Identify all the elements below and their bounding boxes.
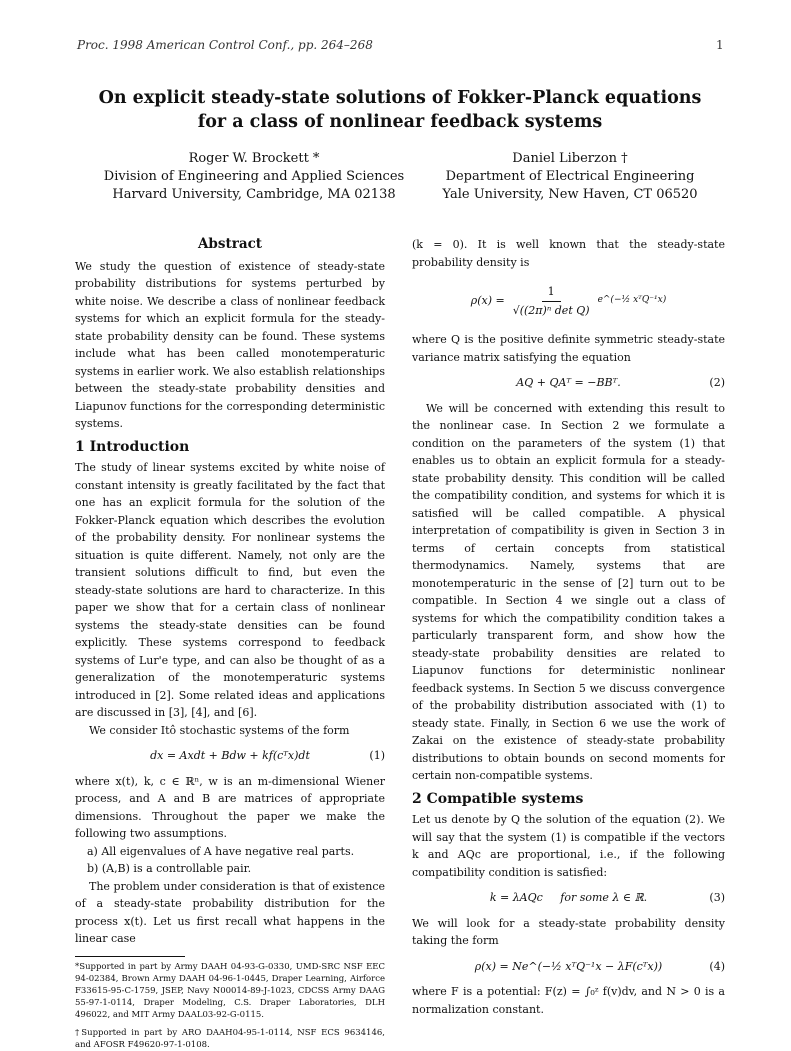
abstract-text: We study the question of existence of steady-state probability distributions for systems perturbed by white noise. We describe a class of nonlinear feedback systems for which an explicit formula for the steady-state probability density can be found. These systems include what has been called monotemperaturic systems in earlier work. We also establish relationships between the steady-state probability densities and Liapunov functions for the corresponding deterministic systems. bbox=[75, 259, 385, 430]
intro-paragraph-4: The problem under consideration is that of existence of a steady-state probability distribution for the process x(t). Let us first recall what happens in the linear case bbox=[75, 879, 385, 945]
equation-1 bbox=[75, 747, 385, 765]
density-denominator: √((2π)ⁿ det Q) bbox=[512, 303, 590, 317]
density-fraction bbox=[507, 283, 596, 319]
author-dept: Division of Engineering and Applied Sciences bbox=[103, 169, 405, 184]
density-lhs: ρ(x) = bbox=[470, 294, 505, 308]
footnote-2: †Supported in part by ARO DAAH04-95-1-0114, NSF ECS 9634146, and AFOSR F49620-97-1-0108. bbox=[75, 1027, 385, 1050]
right-paragraph-5: We will look for a steady-state probability density taking the form bbox=[412, 916, 725, 947]
equation-4-number: (4) bbox=[709, 959, 725, 973]
paper-title bbox=[60, 86, 740, 134]
title-line-1: On explicit steady-state solutions of Fokker-Planck equations bbox=[98, 88, 702, 108]
intro-paragraph-2: We consider Itô stochastic systems of the form bbox=[89, 723, 350, 737]
intro-paragraph-3: where x(t), k, c ∈ ℝⁿ, w is an m-dimensional Wiener process, and A and B are matrices of appropriate dimensions. Throughout the paper we make the following two assumptions. bbox=[75, 774, 385, 840]
assumption-a: a) All eigenvalues of A have negative real parts. bbox=[87, 844, 355, 858]
equation-1-body: dx = Axdt + Bdw + kf(cᵀx)dt bbox=[150, 749, 310, 762]
author-inst: Yale University, New Haven, CT 06520 bbox=[442, 187, 698, 202]
density-numerator: 1 bbox=[542, 283, 561, 302]
right-paragraph-2: where Q is the positive definite symmetric steady-state variance matrix satisfying the equation bbox=[412, 333, 725, 364]
equation-2-number: (2) bbox=[709, 376, 725, 389]
assumption-b: b) (A,B) is a controllable pair. bbox=[87, 862, 252, 875]
equation-3 bbox=[412, 889, 725, 907]
equation-4 bbox=[412, 958, 725, 976]
equation-2 bbox=[412, 374, 725, 392]
page-number: 1 bbox=[716, 38, 724, 52]
author-dept: Department of Electrical Engineering bbox=[445, 169, 695, 184]
footnote-1: *Supported in part by Army DAAH 04-93-G-0330, UMD-SRC NSF EEC 94-02384, Brown Army DAAH 04-96-1-0445, Draper Learning, Airforce F33615-95-C-1759, JSEP, Navy N00014-89-J-1023, CDCSS Army DAAG 55-97-1-0114, Draper Modeling, C.S. Draper Laboratories, DLH 496022, and MIT Army DAAL03-92-G-0115. bbox=[75, 961, 385, 1020]
right-column bbox=[412, 236, 725, 1018]
equation-1-number: (1) bbox=[369, 749, 385, 762]
equation-3-body: k = λAQc for some λ ∈ ℝ. bbox=[489, 891, 648, 904]
equation-4-body: ρ(x) = Ne^(−½ xᵀQ⁻¹x − λF(cᵀx)) bbox=[474, 959, 663, 973]
title-line-2: for a class of nonlinear feedback systems bbox=[197, 112, 603, 132]
author-inst: Harvard University, Cambridge, MA 02138 bbox=[112, 187, 396, 202]
right-paragraph-4: Let us denote by Q the solution of the equation (2). We will say that the system (1) is compatible if the vectors k and AQc are proportional, i.e., if the following compatibility condition is satisfied: bbox=[412, 813, 725, 879]
abstract-heading: Abstract bbox=[197, 236, 263, 252]
right-paragraph-1: (k = 0). It is well known that the steady-state probability density is bbox=[412, 238, 725, 269]
author-name: Roger W. Brockett * bbox=[188, 151, 320, 166]
left-column bbox=[75, 236, 385, 1051]
section-1-heading: 1 Introduction bbox=[75, 438, 190, 455]
density-equation bbox=[412, 283, 725, 319]
footnote-divider bbox=[75, 956, 185, 957]
right-paragraph-6: where F is a potential: F(z) = ∫₀ᶻ f(v)dv, and N > 0 is a normalization constant. bbox=[412, 985, 725, 1016]
author-name: Daniel Liberzon † bbox=[512, 151, 628, 166]
density-exponential: e^(−½ xᵀQ⁻¹x) bbox=[597, 295, 667, 306]
author-block-2 bbox=[430, 150, 710, 204]
right-paragraph-3: We will be concerned with extending this result to the nonlinear case. In Section 2 we formulate a condition on the parameters of the system (1) that enables us to obtain an explicit formula for a steady-state probability density. This condition will be called the compatibility condition, and systems for which it is satisfied will be called compatible. A physical interpretation of compatibility is given in Section 3 in terms of certain concepts from statistical thermodynamics. Namely, systems that are monotemperaturic in the sense of [2] turn out to be compatible. In Section 4 we single out a class of systems for which the compatibility condition takes a particularly transparent form, and show how the steady-state probability densities are related to Liapunov functions for deterministic nonlinear feedback systems. In Section 5 we discuss convergence of the probability distribution associated with (1) to steady state. Finally, in Section 6 we use the work of Zakai on the existence of steady-state probability distributions to obtain bounds on second moments for certain non-compatible systems. bbox=[412, 401, 725, 782]
intro-paragraph-1: The study of linear systems excited by white noise of constant intensity is greatly facilitated by the fact that one has an explicit formula for the solution of the Fokker-Planck equation which describes the evolution of the probability density. For nonlinear systems the situation is quite different. Namely, not only are the transient solutions difficult to find, but even the steady-state solutions are hard to characterize. In this paper we show that for a certain class of nonlinear systems the steady-state densities can be found explicitly. These systems correspond to feedback systems of Lur'e type, and can also be thought of as a generalization of the monotemperaturic systems introduced in [2]. Some related ideas and applications are discussed in [3], [4], and [6]. bbox=[75, 461, 385, 719]
author-block-1 bbox=[96, 150, 412, 204]
running-head: Proc. 1998 American Control Conf., pp. 264–268 bbox=[77, 38, 373, 52]
section-2-heading: 2 Compatible systems bbox=[412, 790, 584, 807]
equation-2-body: AQ + QAᵀ = −BBᵀ. bbox=[516, 376, 621, 389]
equation-3-number: (3) bbox=[709, 891, 725, 904]
